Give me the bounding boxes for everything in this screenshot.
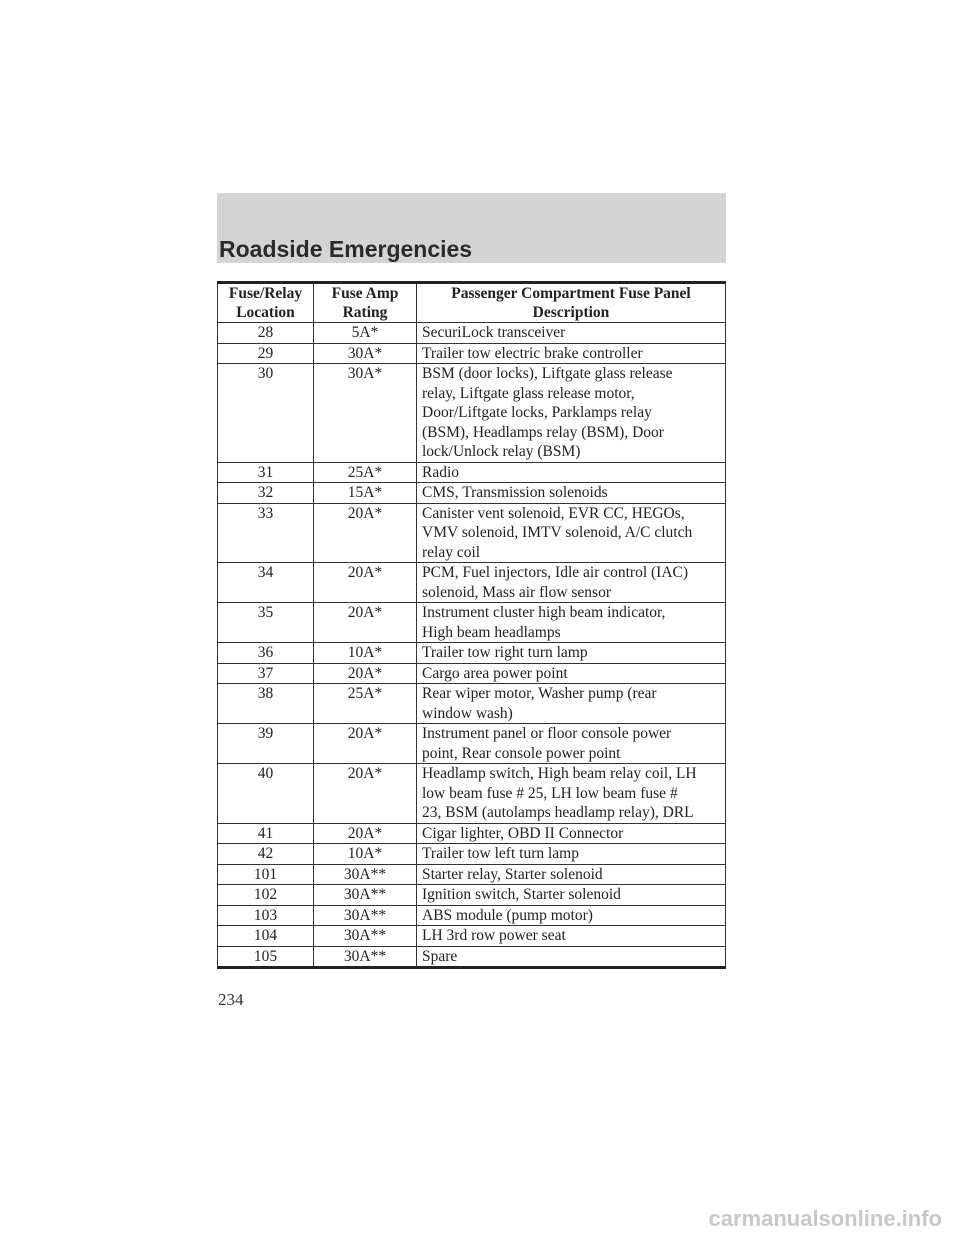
cell-rating: 25A*	[314, 684, 417, 724]
section-title: Roadside Emergencies	[219, 236, 473, 262]
description-line: LH 3rd row power seat	[422, 927, 566, 944]
description-line: Headlamp switch, High beam relay coil, LH	[422, 765, 697, 782]
cell-description	[417, 462, 726, 483]
description-line: lock/Unlock relay (BSM)	[422, 443, 581, 460]
header-rating-line-1: Fuse Amp	[331, 285, 399, 302]
description-line: Canister vent solenoid, EVR CC, HEGOs,	[422, 504, 685, 522]
cell-location: 31	[218, 462, 314, 483]
cell-location: 103	[218, 905, 314, 926]
page-number: 234	[218, 990, 244, 1009]
cell-rating: 30A**	[314, 905, 417, 926]
cell-rating: 20A*	[314, 603, 417, 643]
cell-location: 101	[218, 864, 314, 885]
header-location-line-1: Fuse/Relay	[228, 285, 303, 302]
cell-rating: 10A*	[314, 643, 417, 664]
header-description-line-2: Description	[532, 304, 610, 321]
cell-rating: 20A*	[314, 764, 417, 824]
section-header-bar	[217, 193, 726, 263]
table-row	[218, 823, 726, 844]
cell-location: 102	[218, 885, 314, 906]
cell-location: 30	[218, 364, 314, 463]
cell-description	[417, 483, 726, 504]
table-row	[218, 724, 726, 764]
cell-rating: 30A**	[314, 885, 417, 906]
description-line: Instrument panel or floor console power	[422, 725, 672, 742]
cell-location: 35	[218, 603, 314, 643]
description-line: CMS, Transmission solenoids	[422, 484, 608, 501]
cell-description	[417, 764, 726, 824]
description-line: Trailer tow electric brake controller	[422, 344, 643, 362]
table-row	[218, 905, 726, 926]
cell-description	[417, 946, 726, 968]
cell-rating: 30A**	[314, 926, 417, 947]
description-line: Instrument cluster high beam indicator,	[422, 604, 666, 621]
table-row	[218, 926, 726, 947]
table-row	[218, 864, 726, 885]
description-line: Cigar lighter, OBD II Connector	[422, 824, 624, 842]
description-line: Spare	[422, 947, 458, 965]
cell-rating: 20A*	[314, 823, 417, 844]
cell-description	[417, 724, 726, 764]
cell-description	[417, 905, 726, 926]
cell-location: 38	[218, 684, 314, 724]
table-row	[218, 364, 726, 463]
table-row	[218, 343, 726, 364]
table-row	[218, 885, 726, 906]
cell-description	[417, 663, 726, 684]
description-line: Trailer tow right turn lamp	[422, 644, 588, 661]
description-line: point, Rear console power point	[422, 744, 621, 762]
cell-description	[417, 643, 726, 664]
cell-rating: 20A*	[314, 503, 417, 563]
description-line: window wash)	[422, 704, 513, 722]
cell-rating: 20A*	[314, 563, 417, 603]
description-line: Trailer tow left turn lamp	[422, 845, 579, 862]
table-row	[218, 946, 726, 968]
cell-location: 37	[218, 663, 314, 684]
description-line: solenoid, Mass air flow sensor	[422, 583, 611, 601]
cell-description	[417, 503, 726, 563]
description-line: Radio	[422, 463, 460, 481]
table-row	[218, 684, 726, 724]
description-line: BSM (door locks), Liftgate glass release	[422, 365, 673, 382]
table-row	[218, 563, 726, 603]
cell-rating: 10A*	[314, 844, 417, 865]
cell-description	[417, 343, 726, 364]
description-line: relay coil	[422, 543, 481, 561]
header-rating-line-2: Rating	[342, 304, 388, 321]
cell-rating: 5A*	[314, 323, 417, 344]
cell-rating: 15A*	[314, 483, 417, 504]
cell-rating: 30A*	[314, 343, 417, 364]
cell-description	[417, 926, 726, 947]
table-row	[218, 603, 726, 643]
header-description	[417, 283, 726, 323]
description-line: Starter relay, Starter solenoid	[422, 865, 603, 883]
cell-description	[417, 885, 726, 906]
cell-location: 105	[218, 946, 314, 968]
table-row	[218, 483, 726, 504]
header-location-line-2: Location	[236, 304, 295, 321]
description-line: Ignition switch, Starter solenoid	[422, 886, 621, 903]
cell-rating: 25A*	[314, 462, 417, 483]
cell-location: 39	[218, 724, 314, 764]
description-line: 23, BSM (autolamps headlamp relay), DRL	[422, 804, 694, 821]
description-line: low beam fuse # 25, LH low beam fuse #	[422, 784, 678, 802]
header-description-line-1: Passenger Compartment Fuse Panel	[451, 285, 691, 302]
description-line: Door/Liftgate locks, Parklamps relay	[422, 404, 652, 421]
description-line: Rear wiper motor, Washer pump (rear	[422, 685, 657, 702]
table-row	[218, 663, 726, 684]
cell-description	[417, 684, 726, 724]
cell-description	[417, 563, 726, 603]
description-line: SecuriLock transceiver	[422, 324, 566, 341]
header-rating	[314, 283, 417, 323]
description-line: (BSM), Headlamps relay (BSM), Door	[422, 423, 664, 441]
fuse-table-body	[218, 323, 726, 968]
cell-description	[417, 844, 726, 865]
header-location	[218, 283, 314, 323]
cell-rating: 30A*	[314, 364, 417, 463]
cell-location: 42	[218, 844, 314, 865]
cell-rating: 30A**	[314, 946, 417, 968]
cell-rating: 20A*	[314, 663, 417, 684]
table-row	[218, 503, 726, 563]
cell-description	[417, 323, 726, 344]
cell-rating: 30A**	[314, 864, 417, 885]
cell-description	[417, 864, 726, 885]
cell-rating: 20A*	[314, 724, 417, 764]
table-row	[218, 764, 726, 824]
cell-location: 28	[218, 323, 314, 344]
cell-location: 36	[218, 643, 314, 664]
fuse-table	[217, 281, 726, 969]
table-row	[218, 643, 726, 664]
watermark: carmanualsonline.info	[708, 1206, 942, 1231]
description-line: Cargo area power point	[422, 664, 568, 682]
cell-location: 34	[218, 563, 314, 603]
description-line: VMV solenoid, IMTV solenoid, A/C clutch	[422, 524, 693, 541]
cell-location: 104	[218, 926, 314, 947]
cell-description	[417, 603, 726, 643]
cell-location: 32	[218, 483, 314, 504]
table-header-row	[218, 283, 726, 323]
cell-location: 33	[218, 503, 314, 563]
cell-location: 29	[218, 343, 314, 364]
cell-location: 40	[218, 764, 314, 824]
description-line: High beam headlamps	[422, 623, 561, 641]
table-row	[218, 462, 726, 483]
cell-location: 41	[218, 823, 314, 844]
cell-description	[417, 364, 726, 463]
table-row	[218, 323, 726, 344]
cell-description	[417, 823, 726, 844]
description-line: ABS module (pump motor)	[422, 906, 593, 924]
description-line: PCM, Fuel injectors, Idle air control (IAC)	[422, 564, 689, 581]
table-row	[218, 844, 726, 865]
description-line: relay, Liftgate glass release motor,	[422, 384, 635, 402]
